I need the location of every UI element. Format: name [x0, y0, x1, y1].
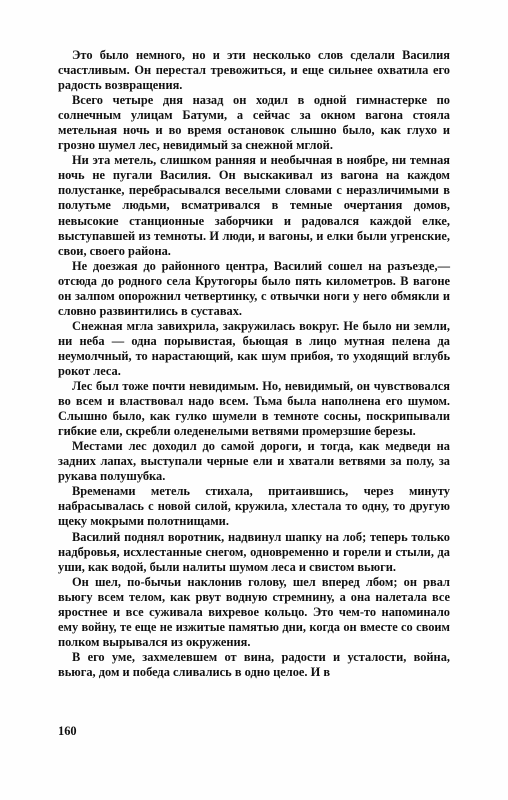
paragraph-9: Василий поднял воротник, надвинул шапку на лоб; теперь только надбровья, исхлестанные снегом, одновременно и горели и стыли, да уши, как водой, были налиты шумом леса и свистом вьюги.	[58, 529, 450, 574]
paragraph-7: Местами лес доходил до самой дороги, и тогда, как медведи на задних лапах, выступали черные ели и хватали ветвями за полу, за рукава полушубка.	[58, 439, 450, 484]
body-text	[58, 48, 450, 680]
paragraph-10: Он шел, по-бычьи наклонив голову, шел вперед лбом; он рвал вьюгу всем телом, как рвут водную стремнину, а она налетала все яростнее и все суживала вихревое кольцо. Это чем-то напоминало ему войну, те еще не изжитые памятью дни, когда он вместе со своим полком вырывался из окружения.	[58, 574, 450, 649]
paragraph-8: Временами метель стихала, притаившись, через минуту набрасывалась с новой силой, кружила, хлестала то одну, то другую щеку мокрыми полотнищами.	[58, 484, 450, 529]
paragraph-11: В его уме, захмелевшем от вина, радости и усталости, война, вьюга, дом и победа сливались в одно целое. И в	[58, 649, 450, 679]
paragraph-4: Не доезжая до районного центра, Василий сошел на разъезде,— отсюда до родного села Крутогоры было пять километров. В вагоне он залпом опорожнил четвертинку, с отвычки ноги у него обмякли и словно развинтились в суставах.	[58, 258, 450, 318]
paragraph-6: Лес был тоже почти невидимым. Но, невидимый, он чувствовался во всем и властвовал надо всем. Тьма была наполнена его шумом. Слышно было, как гулко шумели в темноте сосны, поскрипывали гибкие ели, скребли оледенелыми ветвями промерзшие березы.	[58, 379, 450, 439]
paragraph-2: Всего четыре дня назад он ходил в одной гимнастерке по солнечным улицам Батуми, а сейчас за окном вагона стояла метельная ночь и во время остановок слышно было, как глухо и грозно шумел лес, невидимый за снежной мглой.	[58, 93, 450, 153]
paragraph-3: Ни эта метель, слишком ранняя и необычная в ноябре, ни темная ночь не пугали Василия. Он выскакивал из вагона на каждом полустанке, перебрасывался веселыми словами с неразличимыми в полутьме людьми, всматривался в темные очертания домов, невысокие станционные заборчики и радовался каждой елке, выступавшей из темноты. И люди, и вагоны, и елки были угренские, свои, своего района.	[58, 153, 450, 258]
page-number: 160	[58, 724, 77, 738]
paragraph-5: Снежная мгла завихрила, закружилась вокруг. Не было ни земли, ни неба — одна порывистая, бьющая в лицо мутная пелена да неумолчный, то нарастающий, как шум прибоя, то уходящий вглубь рокот леса.	[58, 318, 450, 378]
paragraph-1: Это было немного, но и эти несколько слов сделали Василия счастливым. Он перестал тревожиться, и еще сильнее охватила его радость возвращения.	[58, 48, 450, 93]
